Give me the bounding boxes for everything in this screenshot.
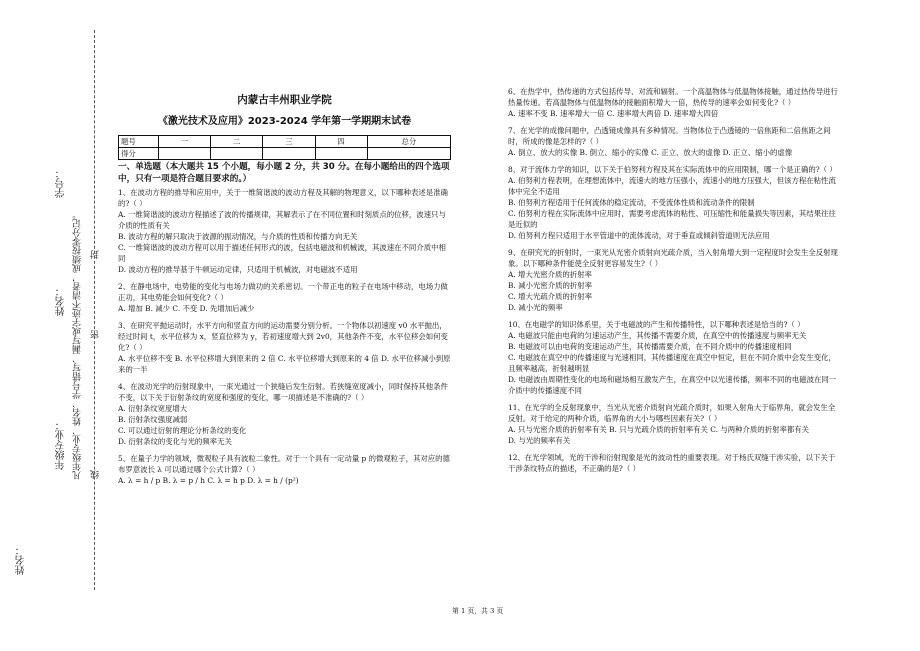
question-stem: 4、在波动光学的衍射现象中，一束光通过一个狭缝后发生衍射。若狭缝宽度减小，同时保持其他条件不变，以下关于衍射条纹的宽度和强度的变化，哪一项描述是不准确的?（ ） xyxy=(118,382,448,402)
question-list-right xyxy=(508,86,838,474)
score-cell: 总分 xyxy=(367,136,450,148)
score-cell: 题号 xyxy=(119,136,159,148)
question-stem: 3、在研究平抛运动时，水平方向和竖直方向的运动需要分别分析。一个物体以初速度 v0 水平抛出，经过时间 t，水平位移为 x，竖直位移为 y，若初速度增大到 2v0，其他条件不变，水平位移会如何变化?（ ） xyxy=(118,321,448,352)
question-option: C. 电磁波在真空中的传播速度与光速相同，其传播速度在真空中恒定，但在不同介质中会发生变化，且频率越高，折射越明显 xyxy=(508,353,836,373)
right-column xyxy=(508,86,838,480)
question-option: A. 伯努利方程表明，在理想流体中，流速大的地方压强小，流速小的地方压强大，但该方程在粘性流体中完全不适用 xyxy=(508,176,836,196)
question-stem: 1、在波动方程的推导和应用中，关于一维简谐波的波动方程及其解的物理意义，以下哪种表述是准确的?（ ） xyxy=(118,188,448,208)
question-option: A. 一维简谐波的波动方程描述了波的传播规律，其解表示了在不同位置和时刻质点的位移，波速只与介质的性质有关 xyxy=(118,210,446,230)
student-id-label: 学号： xyxy=(56,168,67,198)
question-option: D. 减小光的频率 xyxy=(508,303,563,312)
question-option: A. 只与光密介质的折射率有关 B. 只与光疏介质的折射率有关 C. 与两种介质的折射率都有关 xyxy=(508,425,810,434)
question-stem: 11、在光学的全反射现象中，当光从光密介质射向光疏介质时，如果入射角大于临界角，就会发生全反射。对于给定的两种介质，临界角的大小与哪些因素有关?（ ） xyxy=(508,403,836,423)
question-stem: 9、在研究光的折射时，一束光从光密介质射向光疏介质，当入射角增大到一定程度时会发生全反射现象。以下哪种条件能使全反射更容易发生?（ ） xyxy=(508,248,838,268)
line-notice: 凡年级专业、姓名、学号错写、漏写或字迹不清者，成绩按零分记。 xyxy=(73,210,83,480)
question-option: C. 伯努利方程在实际流体中应用时，需要考虑流体的粘性、可压缩性和能量损失等因素，其结果往往是近似的 xyxy=(508,209,836,229)
question-stem: 8、对于流体力学的知识，以下关于伯努利方程及其在实际流体中的应用限制，哪一个是正确的?（ ） xyxy=(508,165,837,174)
grade-major-label: 年级专业： xyxy=(56,420,67,470)
question-option: D. 与光的频率有关 xyxy=(508,436,571,445)
name-label: 姓名： xyxy=(56,286,67,316)
score-input-cell xyxy=(367,148,450,160)
question-option: A. 速率不变 B. 速率增大一倍 C. 速率增大两倍 D. 速率增大四倍 xyxy=(508,109,719,118)
score-cell: 四 xyxy=(315,136,367,148)
seal-mark-mi: 密 xyxy=(91,330,101,339)
question-item xyxy=(118,453,451,486)
question-option: A. 增加 B. 减少 C. 不变 D. 先增加后减少 xyxy=(118,304,255,313)
question-option: A. 增大光密介质的折射率 xyxy=(508,270,592,279)
question-item xyxy=(118,281,451,314)
question-stem: 2、在静电场中，电势能的变化与电场力做功的关系密切。一个带正电的粒子在电场中移动，电场力做正功，其电势能会如何变化?（ ） xyxy=(118,282,448,302)
question-stem: 7、在光学的成像问题中，凸透镜成像具有多种情况。当物体位于凸透镜的一倍焦距和二倍焦距之间时，所成的像是怎样的?（ ） xyxy=(508,126,831,146)
score-input-cell xyxy=(159,148,211,160)
exam-title: 《激光技术及应用》2023-2024 学年第一学期期末试卷 xyxy=(157,116,412,127)
score-cell: 三 xyxy=(263,136,315,148)
question-option: C. 可以通过衍射的理论分析条纹的变化 xyxy=(118,426,247,435)
binding-dashed-line xyxy=(94,30,95,590)
question-item xyxy=(118,381,451,447)
question-stem: 6、在热学中，热传递的方式包括传导、对流和辐射。一个高温物体与低温物体接触，通过热传导进行热量传递。若高温物体与低温物体的接触面积增大一倍，热传导的速率会如何变化?（ ） xyxy=(508,87,838,107)
question-option: A. 水平位移不变 B. 水平位移增大到原来的 2 倍 C. 水平位移增大到原来的 4 倍 D. 水平位移减小到原来的一半 xyxy=(118,354,451,374)
question-option: B. 波动方程的解只取决于波源的振动情况，与介质的性质和传播方向无关 xyxy=(118,232,358,241)
question-item xyxy=(118,320,451,375)
question-item xyxy=(118,187,451,275)
question-item xyxy=(508,125,838,158)
question-item xyxy=(508,319,838,396)
score-table-header-row xyxy=(119,136,451,148)
school-name: 内蒙古丰州职业学院 xyxy=(237,94,332,106)
question-option: D. 电磁波由周期性变化的电场和磁场相互激发产生，在真空中以光速传播，频率不同的电磁波在同一介质中的传播速度不同 xyxy=(508,375,837,395)
seal-mark-feng: 封 xyxy=(91,250,101,259)
question-option: D. 波动方程的推导基于牛顿运动定律，只适用于机械波，对电磁波不适用 xyxy=(118,265,358,274)
question-stem: 10、在电磁学的知识体系里，关于电磁波的产生和传播特性，以下哪种表述是恰当的?（ ） xyxy=(508,320,805,329)
question-item xyxy=(508,452,838,474)
question-stem: 12、在光学领域，光的干涉和衍射现象是光的波动性的重要表现。对于杨氏双缝干涉实验，以下关于干涉条纹特点的描述，不正确的是?（ ） xyxy=(508,453,836,473)
question-option: D. 伯努利方程只适用于水平管道中的流体流动，对于垂直或倾斜管道则无法应用 xyxy=(508,231,770,240)
question-option: B. 衍射条纹强度减弱 xyxy=(118,415,188,424)
score-table xyxy=(118,135,451,160)
page-footer: 第 1 页，共 3 页 xyxy=(452,607,504,615)
question-item xyxy=(508,247,838,313)
score-input-cell xyxy=(211,148,263,160)
question-option: B. 减小光密介质的折射率 xyxy=(508,281,593,290)
name-label-bottom: 姓名： xyxy=(16,545,27,575)
question-option: D. 衍射条纹的变化与光的频率无关 xyxy=(118,437,232,446)
score-cell: 二 xyxy=(211,136,263,148)
question-item xyxy=(508,86,838,119)
score-cell: 一 xyxy=(159,136,211,148)
seal-mark-xian: 线 xyxy=(91,470,101,479)
question-item xyxy=(508,164,838,241)
binding-margin xyxy=(0,0,120,651)
score-input-cell xyxy=(263,148,315,160)
score-cell: 得分 xyxy=(119,148,159,160)
question-option: A. 衍射条纹宽度增大 xyxy=(118,404,188,413)
question-option: B. 伯努利方程适用于任何流体的稳定流动，不受流体性质和流动条件的限制 xyxy=(508,198,755,207)
question-item xyxy=(508,402,838,446)
question-option: C. 一维简谐波的波动方程可以用于描述任何形式的波，包括电磁波和机械波，其波速在不同介质中相同 xyxy=(118,243,446,263)
question-stem: 5、在量子力学的领域，微观粒子具有波粒二象性。对于一个具有一定动量 p 的微观粒子，其对应的德布罗意波长 λ 可以通过哪个公式计算?（ ） xyxy=(118,454,450,474)
left-column xyxy=(118,95,451,492)
question-option: B. 电磁波可以由电荷的变速运动产生，其传播需要介质，在不同介质中的传播速度相同 xyxy=(508,342,792,351)
question-option: A. 电磁波只能由电荷的匀速运动产生，其传播不需要介质，在真空中的传播速度与频率无关 xyxy=(508,331,807,340)
score-table-score-row xyxy=(119,148,451,160)
question-option: A. 倒立、放大的实像 B. 倒立、缩小的实像 C. 正立、放大的虚像 D. 正立、缩小的虚像 xyxy=(508,148,793,157)
question-option: C. 增大光疏介质的折射率 xyxy=(508,292,592,301)
score-input-cell xyxy=(315,148,367,160)
question-option: A. λ = h / p B. λ = p / h C. λ = h p D. λ = h / (p²) xyxy=(118,476,299,485)
section-title: 一、单选题（本大题共 15 个小题，每小题 2 分，共 30 分。在每小题给出的四个选项中，只有一项是符合题目要求的。） xyxy=(118,162,450,184)
question-list-left xyxy=(118,187,451,486)
